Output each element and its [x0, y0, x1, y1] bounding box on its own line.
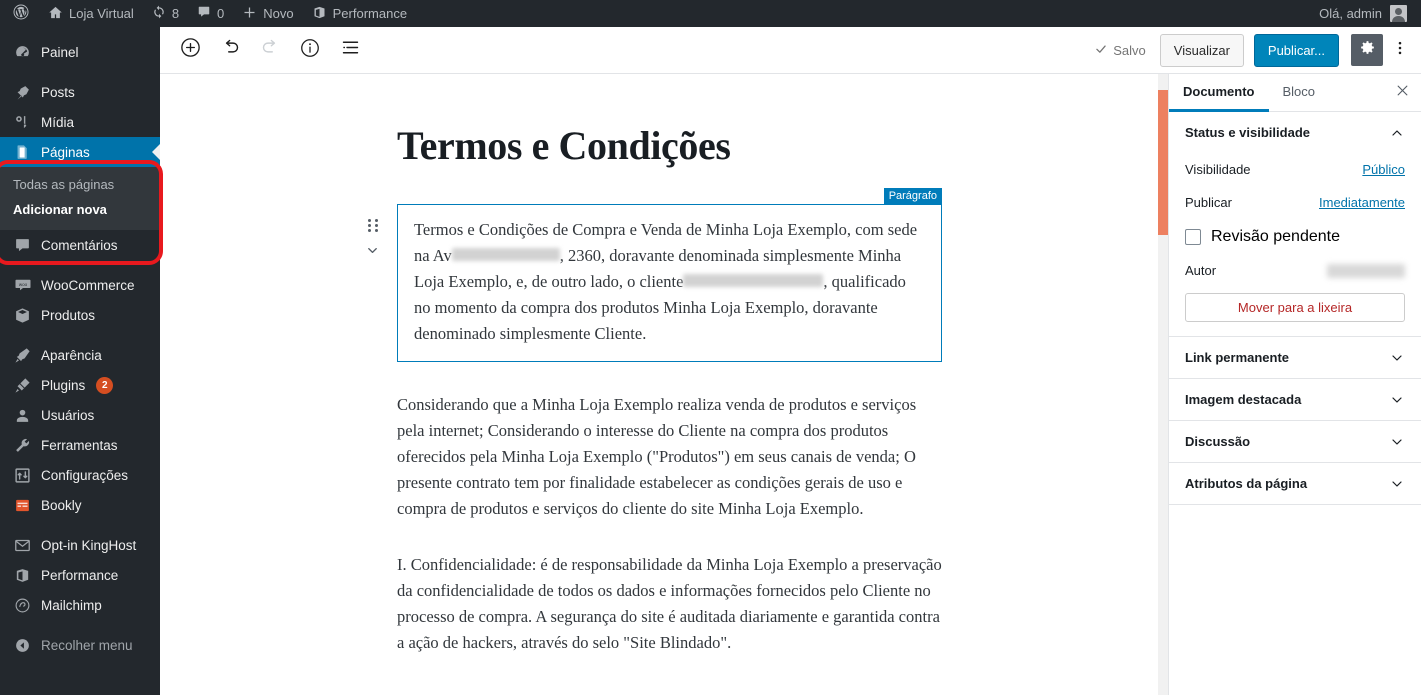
svg-text:woo: woo: [18, 281, 27, 287]
performance-label: Performance: [332, 6, 408, 21]
sidebar-item-label: Plugins: [41, 377, 86, 393]
product-box-icon: [13, 306, 32, 325]
chevron-down-icon[interactable]: [1389, 392, 1405, 408]
post-title[interactable]: Termos e Condições: [397, 123, 731, 168]
plugins-update-badge: 2: [96, 377, 113, 394]
sidebar-item-label: Mídia: [41, 114, 75, 130]
account-greeting: Olá, admin: [1319, 6, 1382, 21]
pending-review-row[interactable]: [1185, 219, 1405, 254]
status-visibility-title: Status e visibilidade: [1185, 125, 1310, 140]
sidebar-item-mailchimp[interactable]: [0, 590, 160, 620]
admin-bar-performance[interactable]: [303, 0, 416, 27]
tab-documento[interactable]: Documento: [1169, 74, 1269, 112]
sidebar-item-usuarios[interactable]: [0, 400, 160, 430]
sidebar-item-label: Mailchimp: [41, 597, 102, 613]
info-circle-icon: [299, 37, 321, 64]
woocommerce-icon: [13, 276, 32, 295]
sidebar-item-label: Bookly: [41, 497, 82, 513]
status-visibility-body: [1185, 153, 1405, 336]
page-attributes-section: [1169, 463, 1421, 505]
home-icon: [48, 5, 63, 23]
plus-icon: [242, 5, 257, 23]
block-text-part3: , qualificado no momento da compra dos produtos Minha Loja Exemplo, doravante denominado simplesmente Cliente.: [414, 272, 906, 343]
selected-block-text[interactable]: [414, 217, 923, 347]
chevron-down-icon[interactable]: [1389, 434, 1405, 450]
undo-icon: [220, 37, 241, 63]
block-editor: [160, 27, 1421, 695]
plus-circle-icon: [179, 36, 202, 64]
comments-count: 0: [217, 6, 225, 21]
sidebar-item-paginas[interactable]: [0, 137, 160, 167]
visibility-row: [1185, 153, 1405, 186]
pages-icon: [13, 143, 32, 162]
paragraph-block[interactable]: I. Confidencialidade: é de responsabilidade da Minha Loja Exemplo a preservação da confidencialidade de todos os dados e informações fornecidos pelo Cliente no processo de compra. A segurança do site é auditada diariamente e garantida contra a ação de hackers, através do selo "Site Blindado".: [397, 555, 942, 652]
sidebar-item-configuracoes[interactable]: [0, 460, 160, 490]
admin-bar-comments[interactable]: [188, 0, 233, 27]
plugin-icon: [13, 376, 32, 395]
sidebar-item-performance[interactable]: [0, 560, 160, 590]
sidebar-item-label: Posts: [41, 84, 75, 100]
sidebar-item-label: WooCommerce: [41, 277, 135, 293]
settings-sliders-icon: [13, 466, 32, 485]
visibility-label: Visibilidade: [1185, 162, 1251, 177]
admin-bar-site-name[interactable]: [39, 0, 143, 27]
block-handles: [365, 219, 380, 263]
status-visibility-section: [1169, 112, 1421, 337]
wrench-icon: [13, 436, 32, 455]
sidebar-item-recolher-menu[interactable]: [0, 630, 160, 660]
sidebar-item-label: Configurações: [41, 467, 129, 483]
sidebar-item-label: Painel: [41, 44, 79, 60]
sidebar-item-label: Ferramentas: [41, 437, 118, 453]
permalink-title: Link permanente: [1185, 350, 1290, 365]
more-vertical-icon: [1391, 39, 1409, 62]
discussion-header[interactable]: [1185, 421, 1405, 462]
site-name-label: Loja Virtual: [69, 6, 134, 21]
dashboard-icon: [13, 43, 32, 62]
page-attributes-header[interactable]: [1185, 463, 1405, 504]
updates-count: 8: [171, 6, 180, 21]
settings-toggle-button[interactable]: [1351, 34, 1383, 66]
publish-row: [1185, 186, 1405, 219]
submenu-item-adicionar-nova[interactable]: Adicionar nova: [13, 202, 107, 217]
settings-sidebar: [1168, 74, 1421, 695]
visibility-value-button[interactable]: Público: [1362, 162, 1405, 177]
sidebar-item-plugins[interactable]: [0, 370, 160, 400]
comment-bubble-icon: [197, 5, 211, 22]
user-icon: [13, 406, 32, 425]
chevron-down-icon[interactable]: [1389, 476, 1405, 492]
redo-button[interactable]: [252, 32, 288, 68]
more-options-button[interactable]: [1385, 32, 1415, 68]
status-visibility-header[interactable]: [1185, 112, 1405, 153]
sidebar-item-label: Usuários: [41, 407, 95, 423]
permalink-section: [1169, 337, 1421, 379]
settings-tabs: [1169, 74, 1421, 112]
redo-icon: [260, 37, 281, 63]
mailchimp-icon: [13, 596, 32, 615]
media-icon: [13, 113, 32, 132]
chevron-down-icon[interactable]: [1389, 350, 1405, 366]
sidebar-item-ferramentas[interactable]: [0, 430, 160, 460]
admin-bar-updates[interactable]: [143, 0, 188, 27]
sidebar-item-midia[interactable]: [0, 107, 160, 137]
editor-canvas[interactable]: [160, 74, 1170, 695]
sidebar-item-label: Páginas: [41, 144, 90, 160]
drag-handle-icon[interactable]: [368, 219, 378, 233]
chevron-up-icon[interactable]: [1389, 125, 1405, 141]
add-block-button[interactable]: [172, 32, 208, 68]
paragraph-block[interactable]: Considerando que a Minha Loja Exemplo realiza venda de produtos e serviços pela internet; Considerando o interesse do Cliente na compra dos produtos oferecidos pela Minha Loja Exemplo ("Produtos") em seus canais de venda; O presente contrato tem por finalidade estabelecer as condições gerais de uso e compra de produtos e serviços do cliente do site Minha Loja Exemplo.: [397, 395, 917, 518]
editor-content: [160, 74, 1170, 656]
discussion-title: Discussão: [1185, 434, 1251, 449]
sidebar-item-opt-in-kinghost[interactable]: [0, 530, 160, 560]
performance-icon: [13, 566, 32, 585]
move-to-trash-button[interactable]: Mover para a lixeira: [1185, 293, 1405, 322]
redacted-author-value[interactable]: [1327, 264, 1405, 278]
sidebar-item-painel[interactable]: [0, 37, 160, 67]
sidebar-item-label: Performance: [41, 567, 119, 583]
sidebar-submenu-paginas: [0, 167, 160, 230]
publish-value-button[interactable]: Imediatamente: [1319, 195, 1405, 210]
block-text-part1: Termos e Condições de Compra e Venda de Minha Loja Exemplo, com sede na Av: [414, 220, 918, 265]
sidebar-item-label: Opt-in KingHost: [41, 537, 137, 553]
content-info-button[interactable]: [292, 32, 328, 68]
collapse-arrow-icon: [13, 636, 32, 655]
admin-bar-account[interactable]: [1319, 5, 1421, 22]
list-view-button[interactable]: [332, 32, 368, 68]
list-view-icon: [340, 37, 361, 63]
appearance-brush-icon: [13, 346, 32, 365]
sidebar-item-aparencia[interactable]: [0, 340, 160, 370]
sidebar-item-produtos[interactable]: [0, 300, 160, 330]
sidebar-item-woocommerce[interactable]: [0, 270, 160, 300]
updates-icon: [152, 5, 166, 22]
block-type-badge: Parágrafo: [884, 188, 942, 204]
undo-button[interactable]: [212, 32, 248, 68]
wordpress-logo-button[interactable]: [0, 0, 39, 27]
tab-bloco[interactable]: Bloco: [1282, 84, 1316, 99]
sidebar-item-bookly[interactable]: [0, 490, 160, 520]
bookly-calendar-icon: [13, 496, 32, 515]
publish-label: Publicar: [1185, 195, 1232, 210]
admin-bar: [0, 0, 1421, 27]
sidebar-item-posts[interactable]: [0, 77, 160, 107]
check-icon: [1094, 42, 1108, 59]
redacted-client-name: [683, 274, 823, 287]
pin-icon: [13, 83, 32, 102]
save-status-label: Salvo: [1113, 42, 1146, 58]
sidebar-item-label: Recolher menu: [41, 637, 133, 653]
page-attributes-title: Atributos da página: [1185, 476, 1308, 491]
featured-image-section: [1169, 379, 1421, 421]
discussion-section: [1169, 421, 1421, 463]
admin-sidebar-menu: [0, 27, 160, 695]
permalink-header[interactable]: [1185, 337, 1405, 378]
pending-review-checkbox[interactable]: [1185, 229, 1201, 245]
save-status: [1094, 42, 1146, 59]
preview-button[interactable]: Visualizar: [1160, 34, 1244, 67]
close-settings-button[interactable]: [1383, 74, 1421, 111]
author-row: [1185, 254, 1405, 287]
selected-paragraph-block[interactable]: [397, 190, 942, 362]
pending-review-label: Revisão pendente: [1211, 227, 1340, 245]
chevron-down-icon[interactable]: [365, 243, 380, 263]
admin-bar-new[interactable]: [233, 0, 302, 27]
close-icon: [1395, 83, 1410, 103]
author-label: Autor: [1185, 263, 1217, 278]
publish-button[interactable]: Publicar...: [1254, 34, 1339, 67]
featured-image-title: Imagem destacada: [1185, 392, 1302, 407]
sidebar-item-label: Aparência: [41, 347, 102, 363]
featured-image-header[interactable]: [1185, 379, 1405, 420]
performance-icon: [312, 5, 327, 23]
gear-icon: [1359, 39, 1376, 61]
editor-top-toolbar: [160, 27, 1421, 74]
sidebar-item-comentarios[interactable]: [0, 230, 160, 260]
sidebar-item-label: Comentários: [41, 237, 118, 253]
new-label: Novo: [263, 6, 294, 21]
envelope-icon: [13, 536, 32, 555]
comment-bubble-icon: [13, 236, 32, 255]
block-text-part2: , 2360, doravante denominada simplesmente Minha Loja Exemplo, e, de outro lado, o cliente: [414, 246, 902, 291]
submenu-item-todas-as-paginas[interactable]: Todas as páginas: [13, 177, 115, 192]
avatar: [1390, 5, 1407, 22]
wordpress-logo-icon: [12, 3, 30, 24]
sidebar-item-label: Produtos: [41, 307, 96, 323]
redacted-address: [452, 248, 560, 261]
